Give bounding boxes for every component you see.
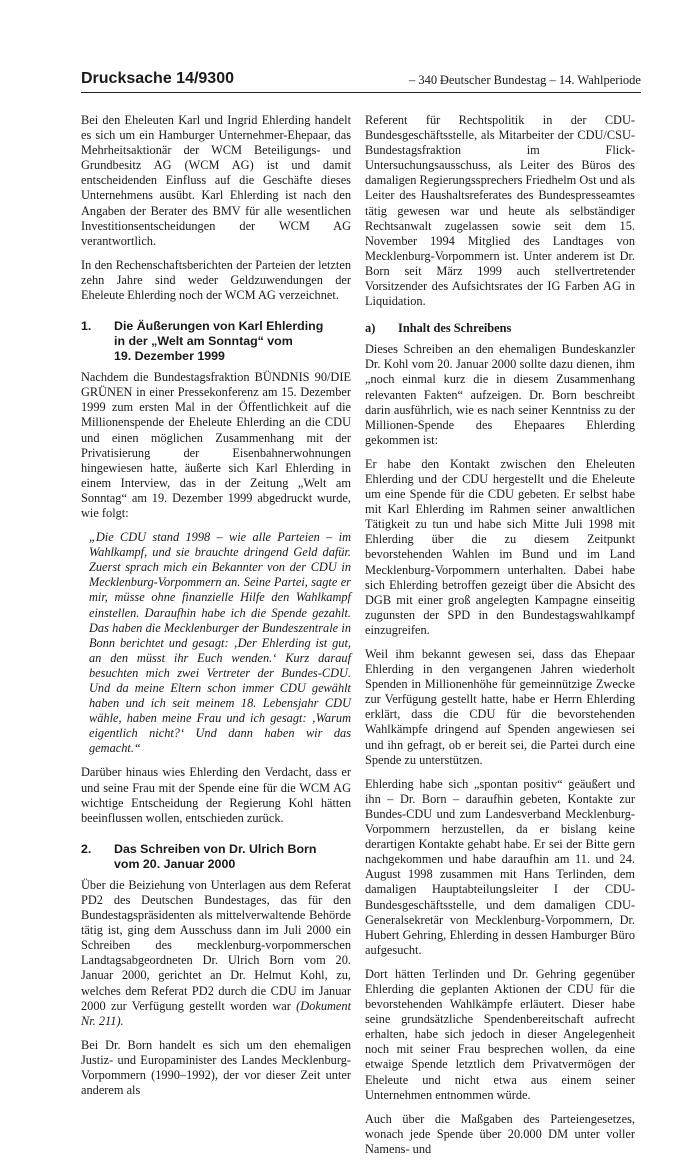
heading-line: Die Äußerungen von Karl Ehlerding	[114, 319, 324, 334]
paragraph: Bei den Eheleuten Karl und Ingrid Ehlerding handelt es sich um ein Hamburger Unternehmer-Ehepaar, das Mehrheitsaktionär der WCM Beteiligungs- und Grundbesitz AG (WCM AG) ist und damit entscheidenden Einfluss auf die Geschäfte dieses Unternehmens ausübt. Karl Ehlerding ist nach den Angaben der Berater des BMV für alle wesentlichen Investitionsentscheidungen der WCM AG verantwortlich.	[81, 113, 351, 248]
heading-line: in der „Welt am Sonntag“ vom	[114, 334, 293, 349]
left-column	[81, 113, 351, 1107]
paragraph: Ehlerding habe sich „spontan positiv“ geäußert und ihn – Dr. Born – daraufhin gebeten, Kontakte zur Bundes-CDU und zum Landesverband Mecklenburg-Vorpommern herzustellen, da er bislang keine derartigen Kontakte gehabt habe. Er sei der Bitte gern nachgekommen und habe daraufhin am 11. und 24. August 1998 zusammen mit Hans Terlinden, dem damaligen Hauptabteilungsleiter I der CDU-Bundesgeschäftsstelle, und dem damaligen CDU-Generalsekretär von Mecklenburg-Vorpommern, Dr. Hubert Gehring, Ehlerding in dessen Hamburger Büro aufgesucht.	[365, 776, 635, 957]
document-number: Drucksache 14/9300	[81, 70, 234, 87]
subsection-letter: a)	[365, 321, 376, 336]
paragraph: Nachdem die Bundestagsfraktion BÜNDNIS 90/DIE GRÜNEN in einer Pressekonferenz am 15. Dezember 1999 zum ersten Mal in der Öffentlichkeit auf die Millionenspende der Eheleute Ehlerding an die CDU und einen möglichen Zusammenhang mit der Privatisierung der Eisenbahnerwohnungen hingewiesen hatte, äußerte sich Karl Ehlerding in einem Interview, das in der Zeitung „Welt am Sonntag“ am 19. Dezember 1999 abgedruckt wurde, wie folgt:	[81, 370, 351, 520]
subsection-title: Inhalt des Schreibens	[398, 321, 512, 336]
paragraph: Bei Dr. Born handelt es sich um den ehemaligen Justiz- und Europaminister des Landes Mecklenburg-Vorpommern (1990–1992), der vor dieser Zeit unter anderem als	[81, 1037, 351, 1098]
section-number: 1.	[81, 319, 92, 334]
paragraph: In den Rechenschaftsberichten der Parteien der letzten zehn Jahre sind weder Geldzuwendungen der Eheleute Ehlerding noch der WCM AG verzeichnet.	[81, 257, 351, 303]
paragraph: Dieses Schreiben an den ehemaligen Bundeskanzler Dr. Kohl vom 20. Januar 2000 sollte dazu dienen, ihm „noch einmal kurz die in diesem Zusammenhang relevanten Fakten“ aufzeigen. Dr. Born beschreibt darin ausführlich, wie es nach seiner Kenntniss zu der Millionen-Spende des Ehepaares Ehlerding gekommen ist:	[365, 342, 635, 447]
publisher-label: Deutscher Bundestag – 14. Wahlperiode	[439, 73, 641, 87]
paragraph: Auch über die Maßgaben des Parteiengesetzes, wonach jede Spende über 20.000 DM unter voller Namens- und	[365, 1111, 635, 1156]
paragraph: Weil ihm bekannt gewesen sei, dass das Ehepaar Ehlerding in den vergangenen Jahren wiederholt Spenden in Millionenhöhe für gemeinnützige Zwecke zur Verfügung gestellt hatte, habe er Herrn Ehlerding erklärt, dass die CDU für die bevorstehenden Wahlkämpfe dringend auf Spenden angewiesen sei und ihn gefragt, ob er bereit sei, die Partei durch eine Spende zu unterstützen.	[365, 647, 635, 767]
paragraph-text: Über die Beiziehung von Unterlagen aus dem Referat PD2 des Deutschen Bundestages, das für den Bundestagspräsidenten als mittelverwaltende Behörde tätig ist, ging dem Ausschuss dann im Juli 2000 ein Schreiben des mecklenburg-vorpommerschen Landtagsabgeordneten Dr. Ulrich Born vom 20. Januar 2000, gerichtet an Dr. Helmut Kohl, zu, welches dem Referat PD2 durch die CDU im Januar 2000 zur Verfügung gestellt worden war	[81, 877, 351, 1013]
paragraph: Darüber hinaus wies Ehlerding den Verdacht, dass er und seine Frau mit der Spende eine für die WCM AG wichtige Entscheidung der Regierung Kohl hätten beeinflussen wollen, entschieden zurück.	[81, 765, 351, 825]
subsection-heading	[365, 321, 635, 336]
header-rule	[81, 92, 641, 93]
section-heading-2	[81, 842, 351, 872]
paragraph	[81, 878, 351, 1029]
paragraph: Er habe den Kontakt zwischen den Eheleuten Ehlerding und der CDU hergestellt und die Eheleute um eine Spende für die CDU gebeten. Er selbst habe mit Karl Ehlerding im Rahmen seiner anwaltlichen Tätigkeit zu tun und habe sich Mitte Juli 1998 mit Ehlerding über die zu diesem Zeitpunkt bevorstehenden Wahlen im Bund und im Land Mecklenburg-Vorpommern unterhalten. Dabei habe sich Ehlerding betroffen gezeigt über die Absicht des DGB mit einer groß angelegten Kampagne einseitig zugunsten der SPD in den Bundestagswahlkampf einzugreifen.	[365, 456, 635, 637]
heading-line: vom 20. Januar 2000	[114, 856, 236, 871]
page-header	[81, 70, 641, 92]
page-number: – 340 –	[409, 73, 447, 87]
document-reference: (Dokument Nr. 211).	[81, 998, 351, 1028]
paragraph: Referent für Rechtspolitik in der CDU-Bundesgeschäftsstelle, als Mitarbeiter der CDU/CSU-Bundestagsfraktion im Flick-Untersuchungsausschuss, als Leiter des Büros des damaligen Regierungssprechers Friedhelm Ost und als Leiter des Haushaltsreferates des Bundespresseamtes tätig gewesen war und heute als selbständiger Rechtsanwalt zugelassen sowie seit dem 15. November 1994 Mitglied des Landtages von Mecklenburg-Vorpommern ist. Unter anderem ist Dr. Born seit März 1999 auch stellvertretender Vorsitzender des Aufsichtsrates der IG Farben AG in Liquidation.	[365, 113, 635, 309]
heading-line: Das Schreiben von Dr. Ulrich Born	[114, 841, 317, 856]
section-number: 2.	[81, 841, 92, 856]
paragraph: Dort hätten Terlinden und Dr. Gehring gegenüber Ehlerding die geplanten Aktionen der CDU für die bevorstehenden Wahlkämpfe erläutert. Dieser habe seine grundsätzliche Spendenbereitschaft aufrecht erhalten, habe sich jedoch in dieser Angelegenheit noch mit seiner Frau besprechen wollen, da eine etwaige Spende letztlich dem Privatvermögen der Eheleute und nicht etwa aus einem seiner Unternehmen entnommen würde.	[365, 966, 635, 1102]
block-quote: „Die CDU stand 1998 – wie alle Parteien – im Wahlkampf, und sie brauchte dringend Geld dafür. Zuerst sprach mich ein Bekannter von der CDU in Mecklenburg-Vorpommern an. Seine Partei, sagte er mir, müsse ohne finanzielle Hilfe den Wahlkampf einstellen. Daraufhin habe ich die Spende gezahlt. Das haben die Mecklenburger der Bundeszentrale in Bonn berichtet und gesagt: ‚Der Ehlerding ist gut, an den müsst ihr Euch wenden.‘ Kurz darauf besuchten mich zwei Vertreter der Bundes-CDU. Und da meine Eltern schon immer CDU gewählt haben und ich seit meinem 18. Lebensjahr CDU wähle, haben meine Frau und ich gesagt: ‚Warum eigentlich nicht?‘ Und dann haben wir das gemacht.“	[89, 530, 351, 756]
heading-line: 19. Dezember 1999	[114, 349, 225, 364]
section-heading-1	[81, 319, 351, 364]
right-column	[365, 113, 635, 1166]
